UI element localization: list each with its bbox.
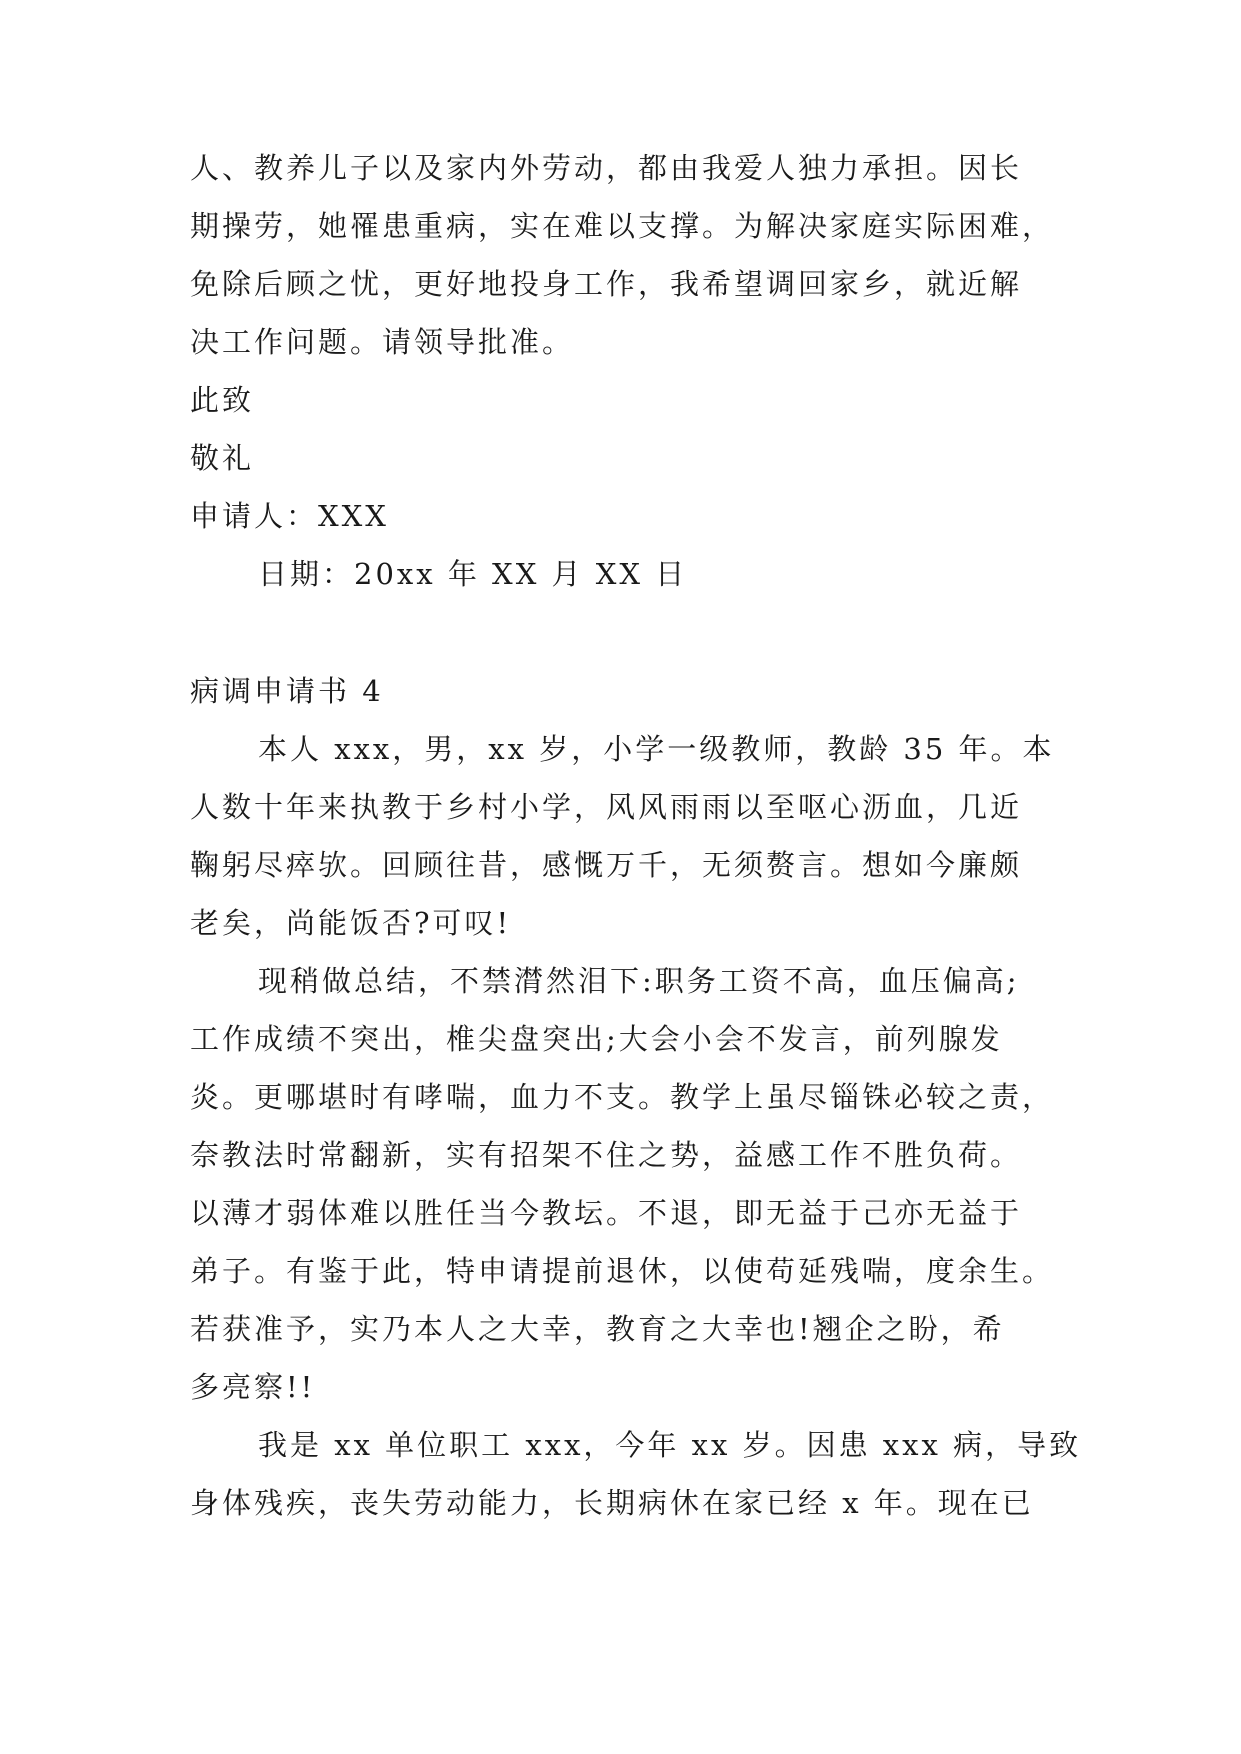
paragraph-line: 炎。更哪堪时有哮喘，血力不支。教学上虽尽锱铢必较之责，: [190, 1080, 1055, 1114]
applicant-line: 申请人：XXX: [190, 499, 389, 533]
paragraph-line: 多亮察!!: [190, 1370, 316, 1404]
paragraph-line: 奈教法时常翻新，实有招架不住之势，益感工作不胜负荷。: [190, 1138, 1023, 1172]
paragraph-line: 身体残疾，丧失劳动能力，长期病休在家已经 x 年。现在已: [190, 1486, 1034, 1520]
paragraph-line: 弟子。有鉴于此，特申请提前退休，以使苟延残喘，度余生。: [190, 1254, 1055, 1288]
date-line: 日期：20xx 年 XX 月 XX 日: [258, 557, 688, 591]
paragraph-line: 现稍做总结，不禁潸然泪下:职务工资不高，血压偏高;: [258, 964, 1020, 998]
paragraph-line: 期操劳，她罹患重病，实在难以支撑。为解决家庭实际困难，: [190, 209, 1055, 243]
paragraph-line: 若获准予，实乃本人之大幸，教育之大幸也!翘企之盼，希: [190, 1312, 1005, 1346]
closing-regards: 敬礼: [190, 441, 255, 475]
paragraph-line: 鞠躬尽瘁欤。回顾往昔，感慨万千，无须赘言。想如今廉颇: [190, 848, 1023, 882]
paragraph-line: 决工作问题。请领导批准。: [190, 325, 575, 359]
paragraph-line: 免除后顾之忧，更好地投身工作，我希望调回家乡，就近解: [190, 267, 1023, 301]
paragraph-line: 人数十年来执教于乡村小学，风风雨雨以至呕心沥血，几近: [190, 790, 1023, 824]
paragraph-line: 我是 xx 单位职工 xxx，今年 xx 岁。因患 xxx 病，导致: [258, 1428, 1082, 1462]
closing-salutation: 此致: [190, 383, 255, 417]
paragraph-line: 本人 xxx，男，xx 岁，小学一级教师，教龄 35 年。本: [258, 732, 1055, 766]
section-title: 病调申请书 4: [190, 674, 384, 708]
paragraph-line: 工作成绩不突出，椎尖盘突出;大会小会不发言，前列腺发: [190, 1022, 1003, 1056]
paragraph-line: 人、教养儿子以及家内外劳动，都由我爱人独力承担。因长: [190, 151, 1023, 185]
paragraph-line: 以薄才弱体难以胜任当今教坛。不退，即无益于己亦无益于: [190, 1196, 1023, 1230]
paragraph-line: 老矣，尚能饭否?可叹!: [190, 906, 512, 940]
